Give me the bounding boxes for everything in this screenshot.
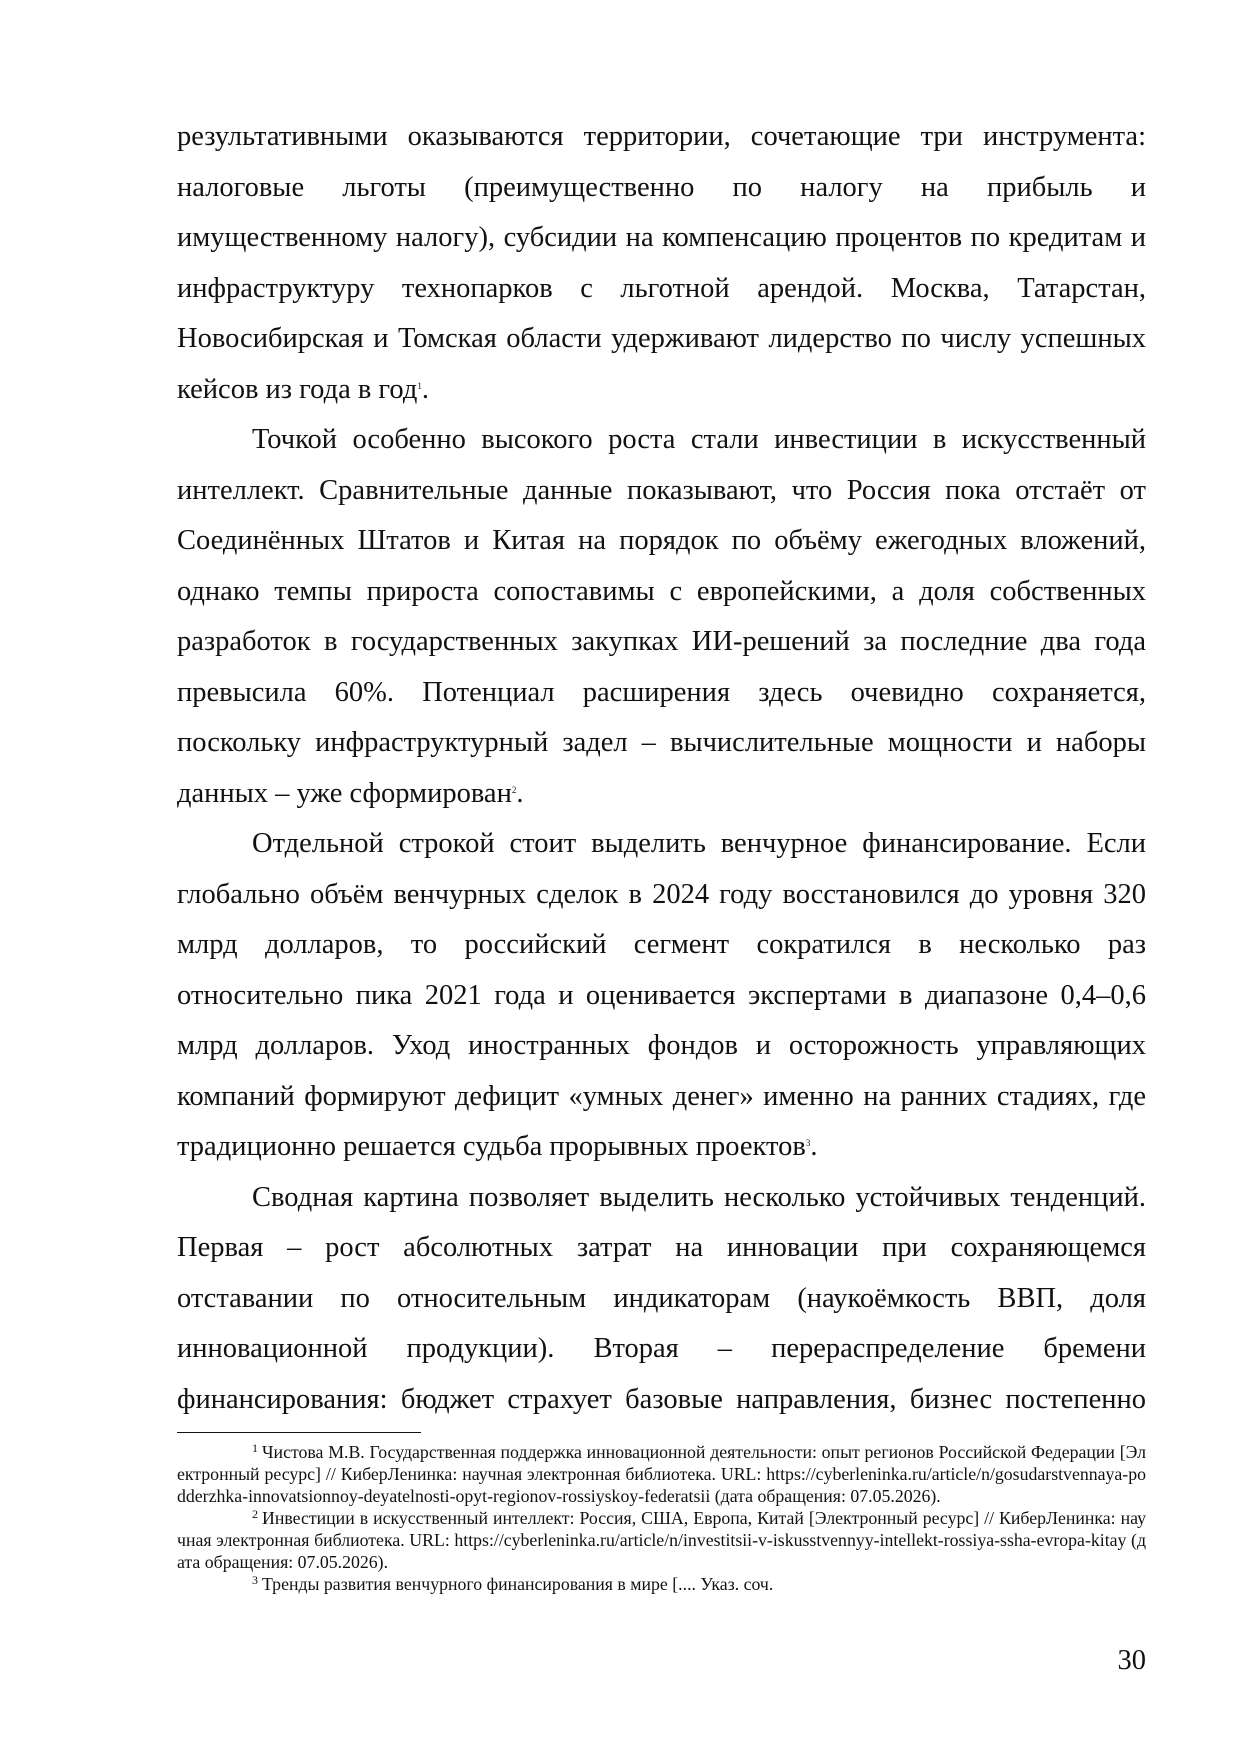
paragraph-tail: . [516,777,524,809]
footnote-number: 1 [252,1441,258,1455]
paragraph-text: Отдельной строкой стоит выделить венчурное финансирование. Если глобально объём венчурных сделок в 2024 году восстановился до уровня 320 млрд долларов, то российский сегмент сократился в несколько раз относительно пика 2021 года и оценивается экспертами в диапазоне 0,4–0,6 млрд долларов. Уход иностранных фондов и осторожность управляющих компаний формируют дефицит «умных денег» именно на ранних стадиях, где традиционно решается судьба прорывных проектов [177,828,1146,1162]
paragraph-4 [177,1173,1146,1426]
footnote-number: 3 [252,1573,258,1587]
footnote-text: Тренды развития венчурного финансирования в мире [.... Указ. соч. [262,1574,774,1594]
footnote-1 [177,1441,1146,1507]
footnote-text: Чистова М.В. Государственная поддержка инновационной деятельности: опыт регионов Российской Федерации [Электронный ресурс] // КиберЛенинка: научная электронная библиотека. URL: https://cyberleninka.ru/article/n/gosudarstvennaya-podderzhka-innovatsionnoy-deyatelnosti-opyt-regionov-rossiyskoy-federatsii (дата обращения: 07.05.2026). [177,1442,1146,1506]
paragraph-text: Сводная картина позволяет выделить несколько устойчивых тенденций. Первая – рост абсолютных затрат на инновации при сохраняющемся отставании по относительным индикаторам (наукоёмкость ВВП, доля инновационной продукции). Вторая – перераспределение бремени финансирования: бюджет страхует базовые направления, бизнес постепенно [177,1181,1146,1415]
paragraph-2 [177,415,1146,819]
paragraph-3 [177,819,1146,1173]
footnote-number: 2 [252,1507,258,1521]
footnotes [177,1441,1146,1595]
footnote-ref[interactable]: 1 [417,380,422,391]
footnote-3 [177,1573,1146,1595]
paragraph-text: Точкой особенно высокого роста стали инвестиции в искусственный интеллект. Сравнительные данные показывают, что Россия пока отстаёт от Соединённых Штатов и Китая на порядок по объёму ежегодных вложений, однако темпы прироста сопоставимы с европейскими, а доля собственных разработок в государственных закупках ИИ-решений за последние два года превысила 60%. Потенциал расширения здесь очевидно сохраняется, поскольку инфраструктурный задел – вычислительные мощности и наборы данных – уже сформирован [177,424,1146,809]
page-number: 30 [1117,1645,1146,1676]
paragraph-text: результативными оказываются территории, сочетающие три инструмента: налоговые льготы (преимущественно по налогу на прибыль и имущественному налогу), субсидии на компенсацию процентов по кредитам и инфраструктуру технопарков с льготной арендой. Москва, Татарстан, Новосибирская и Томская области удерживают лидерство по числу успешных кейсов из года в год [177,121,1146,405]
footnote-ref[interactable]: 3 [805,1138,811,1148]
footnote-ref[interactable]: 2 [511,784,517,795]
paragraph-1 [177,112,1146,415]
footnote-2 [177,1507,1146,1573]
paragraph-tail: . [810,1131,818,1162]
footnote-separator [177,1432,421,1433]
paragraph-tail: . [421,373,429,405]
body-text [177,112,1146,1425]
footnote-text: Инвестиции в искусственный интеллект: Россия, США, Европа, Китай [Электронный ресурс] // КиберЛенинка: научная электронная библиотека. URL: https://cyberleninka.ru/article/n/investitsii-v-iskusstvennyy-intellekt-rossiya-ssha-evropa-kitay (дата обращения: 07.05.2026). [177,1508,1146,1572]
